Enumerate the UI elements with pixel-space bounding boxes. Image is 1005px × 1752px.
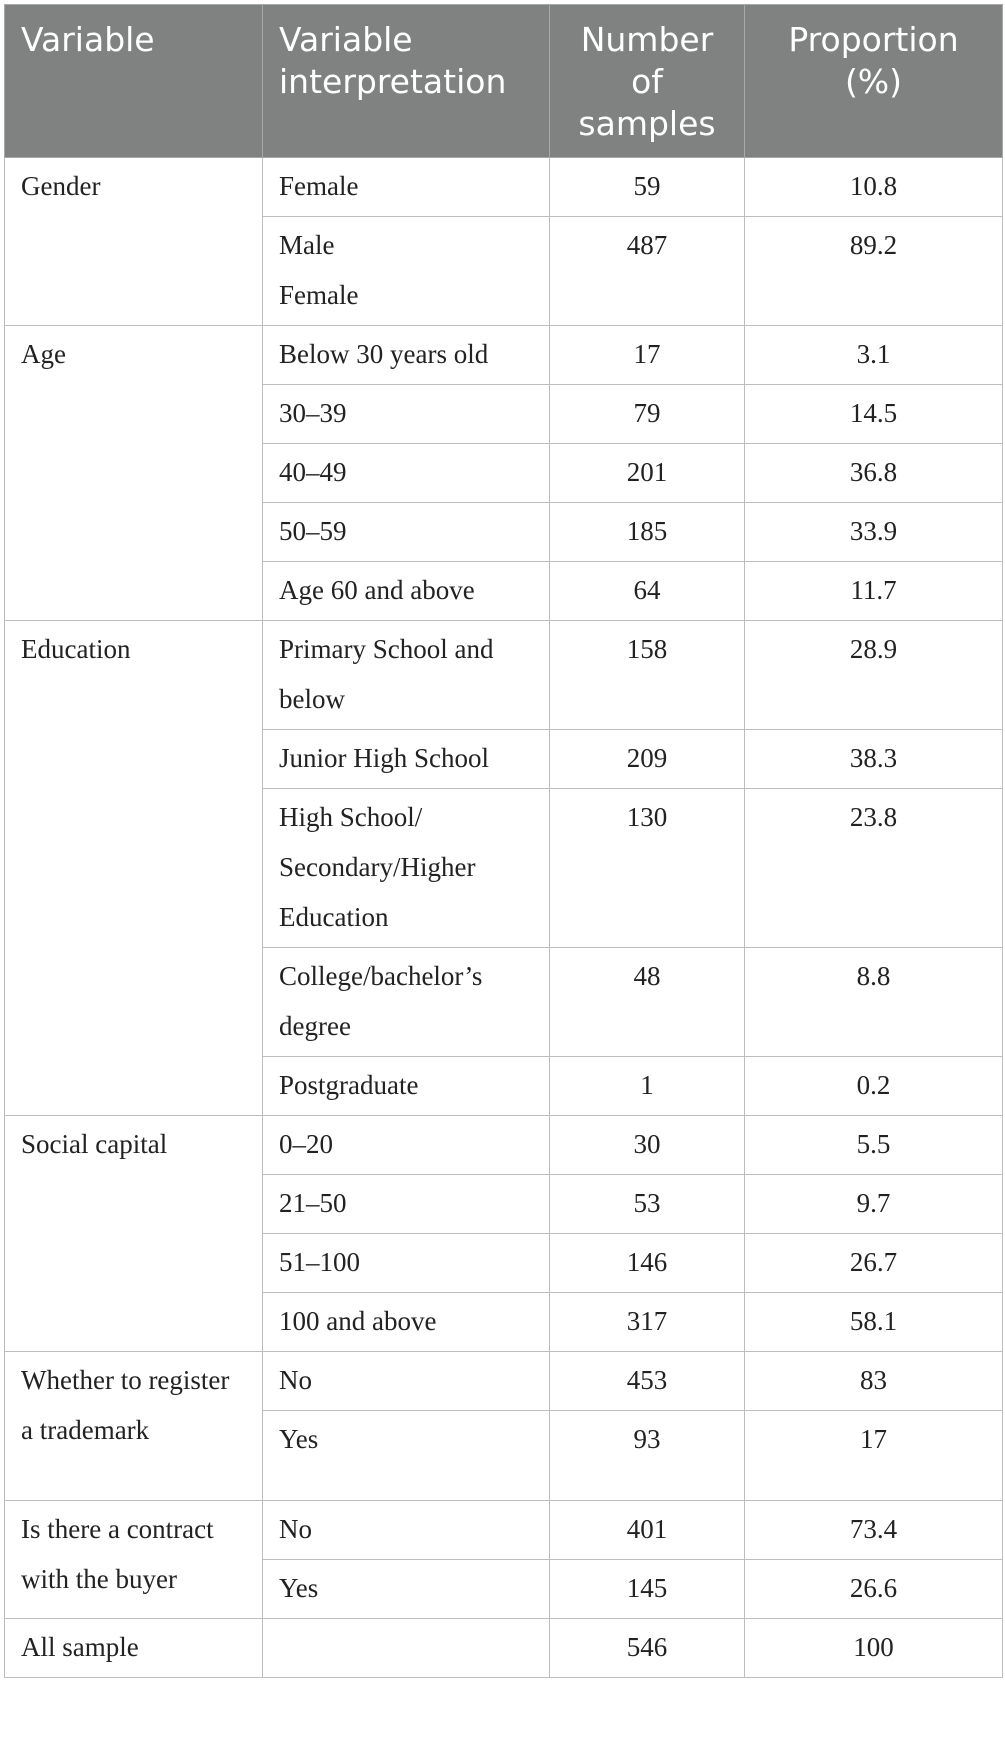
table-row — [5, 621, 1003, 730]
sample-count-cell: 1 — [550, 1057, 745, 1116]
sample-count-cell: 53 — [550, 1175, 745, 1234]
header-variable: Variable — [5, 5, 263, 158]
proportion-cell: 26.6 — [745, 1560, 1003, 1619]
interpretation-cell: No — [263, 1352, 550, 1411]
header-proportion: Proportion (%) — [745, 5, 1003, 158]
proportion-cell: 10.8 — [745, 158, 1003, 217]
sample-count-cell: 453 — [550, 1352, 745, 1411]
interpretation-cell: 100 and above — [263, 1293, 550, 1352]
sample-count-cell: 17 — [550, 326, 745, 385]
table-row — [5, 1352, 1003, 1411]
proportion-cell: 33.9 — [745, 503, 1003, 562]
table-body — [5, 158, 1003, 1678]
proportion-cell: 89.2 — [745, 217, 1003, 326]
sample-count-cell: 93 — [550, 1411, 745, 1501]
interpretation-cell: College/bachelor’s degree — [263, 948, 550, 1057]
sample-count-cell: 48 — [550, 948, 745, 1057]
proportion-cell: 11.7 — [745, 562, 1003, 621]
interpretation-cell: 40–49 — [263, 444, 550, 503]
variable-cell: Education — [5, 621, 263, 1116]
header-row — [5, 5, 1003, 158]
variable-cell: Social capital — [5, 1116, 263, 1352]
interpretation-cell — [263, 1619, 550, 1678]
interpretation-cell: Junior High School — [263, 730, 550, 789]
interpretation-cell: 0–20 — [263, 1116, 550, 1175]
proportion-cell: 73.4 — [745, 1501, 1003, 1560]
interpretation-cell: No — [263, 1501, 550, 1560]
interpretation-cell: Below 30 years old — [263, 326, 550, 385]
variable-cell: Age — [5, 326, 263, 621]
sample-count-cell: 158 — [550, 621, 745, 730]
interpretation-cell: 30–39 — [263, 385, 550, 444]
sample-count-cell: 201 — [550, 444, 745, 503]
variable-cell: Is there a contract with the buyer — [5, 1501, 263, 1619]
sample-count-cell: 130 — [550, 789, 745, 948]
header-variable-interpretation: Variable interpretation — [263, 5, 550, 158]
variable-cell: Gender — [5, 158, 263, 326]
interpretation-cell: 21–50 — [263, 1175, 550, 1234]
sample-count-cell: 546 — [550, 1619, 745, 1678]
sample-count-cell: 487 — [550, 217, 745, 326]
proportion-cell: 28.9 — [745, 621, 1003, 730]
sample-characteristics-table — [4, 4, 1003, 1678]
variable-cell: All sample — [5, 1619, 263, 1678]
proportion-cell: 5.5 — [745, 1116, 1003, 1175]
interpretation-cell: Primary School and below — [263, 621, 550, 730]
sample-count-cell: 145 — [550, 1560, 745, 1619]
proportion-cell: 36.8 — [745, 444, 1003, 503]
header-number-of-samples: Number of samples — [550, 5, 745, 158]
interpretation-cell: Postgraduate — [263, 1057, 550, 1116]
interpretation-cell: 51–100 — [263, 1234, 550, 1293]
proportion-cell: 26.7 — [745, 1234, 1003, 1293]
sample-count-cell: 59 — [550, 158, 745, 217]
interpretation-cell: Female — [263, 158, 550, 217]
table-row — [5, 1501, 1003, 1560]
interpretation-cell: Male Female — [263, 217, 550, 326]
sample-count-cell: 146 — [550, 1234, 745, 1293]
interpretation-cell: High School/ Secondary/Higher Education — [263, 789, 550, 948]
variable-cell: Whether to register a trademark — [5, 1352, 263, 1501]
table-row — [5, 1619, 1003, 1678]
proportion-cell: 3.1 — [745, 326, 1003, 385]
proportion-cell: 23.8 — [745, 789, 1003, 948]
proportion-cell: 38.3 — [745, 730, 1003, 789]
table-row — [5, 158, 1003, 217]
sample-count-cell: 401 — [550, 1501, 745, 1560]
sample-count-cell: 79 — [550, 385, 745, 444]
sample-count-cell: 185 — [550, 503, 745, 562]
sample-count-cell: 30 — [550, 1116, 745, 1175]
table-row — [5, 1116, 1003, 1175]
proportion-cell: 100 — [745, 1619, 1003, 1678]
proportion-cell: 8.8 — [745, 948, 1003, 1057]
proportion-cell: 17 — [745, 1411, 1003, 1501]
sample-count-cell: 209 — [550, 730, 745, 789]
proportion-cell: 14.5 — [745, 385, 1003, 444]
proportion-cell: 83 — [745, 1352, 1003, 1411]
table-row — [5, 326, 1003, 385]
interpretation-cell: Yes — [263, 1411, 550, 1501]
proportion-cell: 0.2 — [745, 1057, 1003, 1116]
proportion-cell: 58.1 — [745, 1293, 1003, 1352]
proportion-cell: 9.7 — [745, 1175, 1003, 1234]
sample-count-cell: 64 — [550, 562, 745, 621]
interpretation-cell: 50–59 — [263, 503, 550, 562]
interpretation-cell: Yes — [263, 1560, 550, 1619]
interpretation-cell: Age 60 and above — [263, 562, 550, 621]
sample-count-cell: 317 — [550, 1293, 745, 1352]
